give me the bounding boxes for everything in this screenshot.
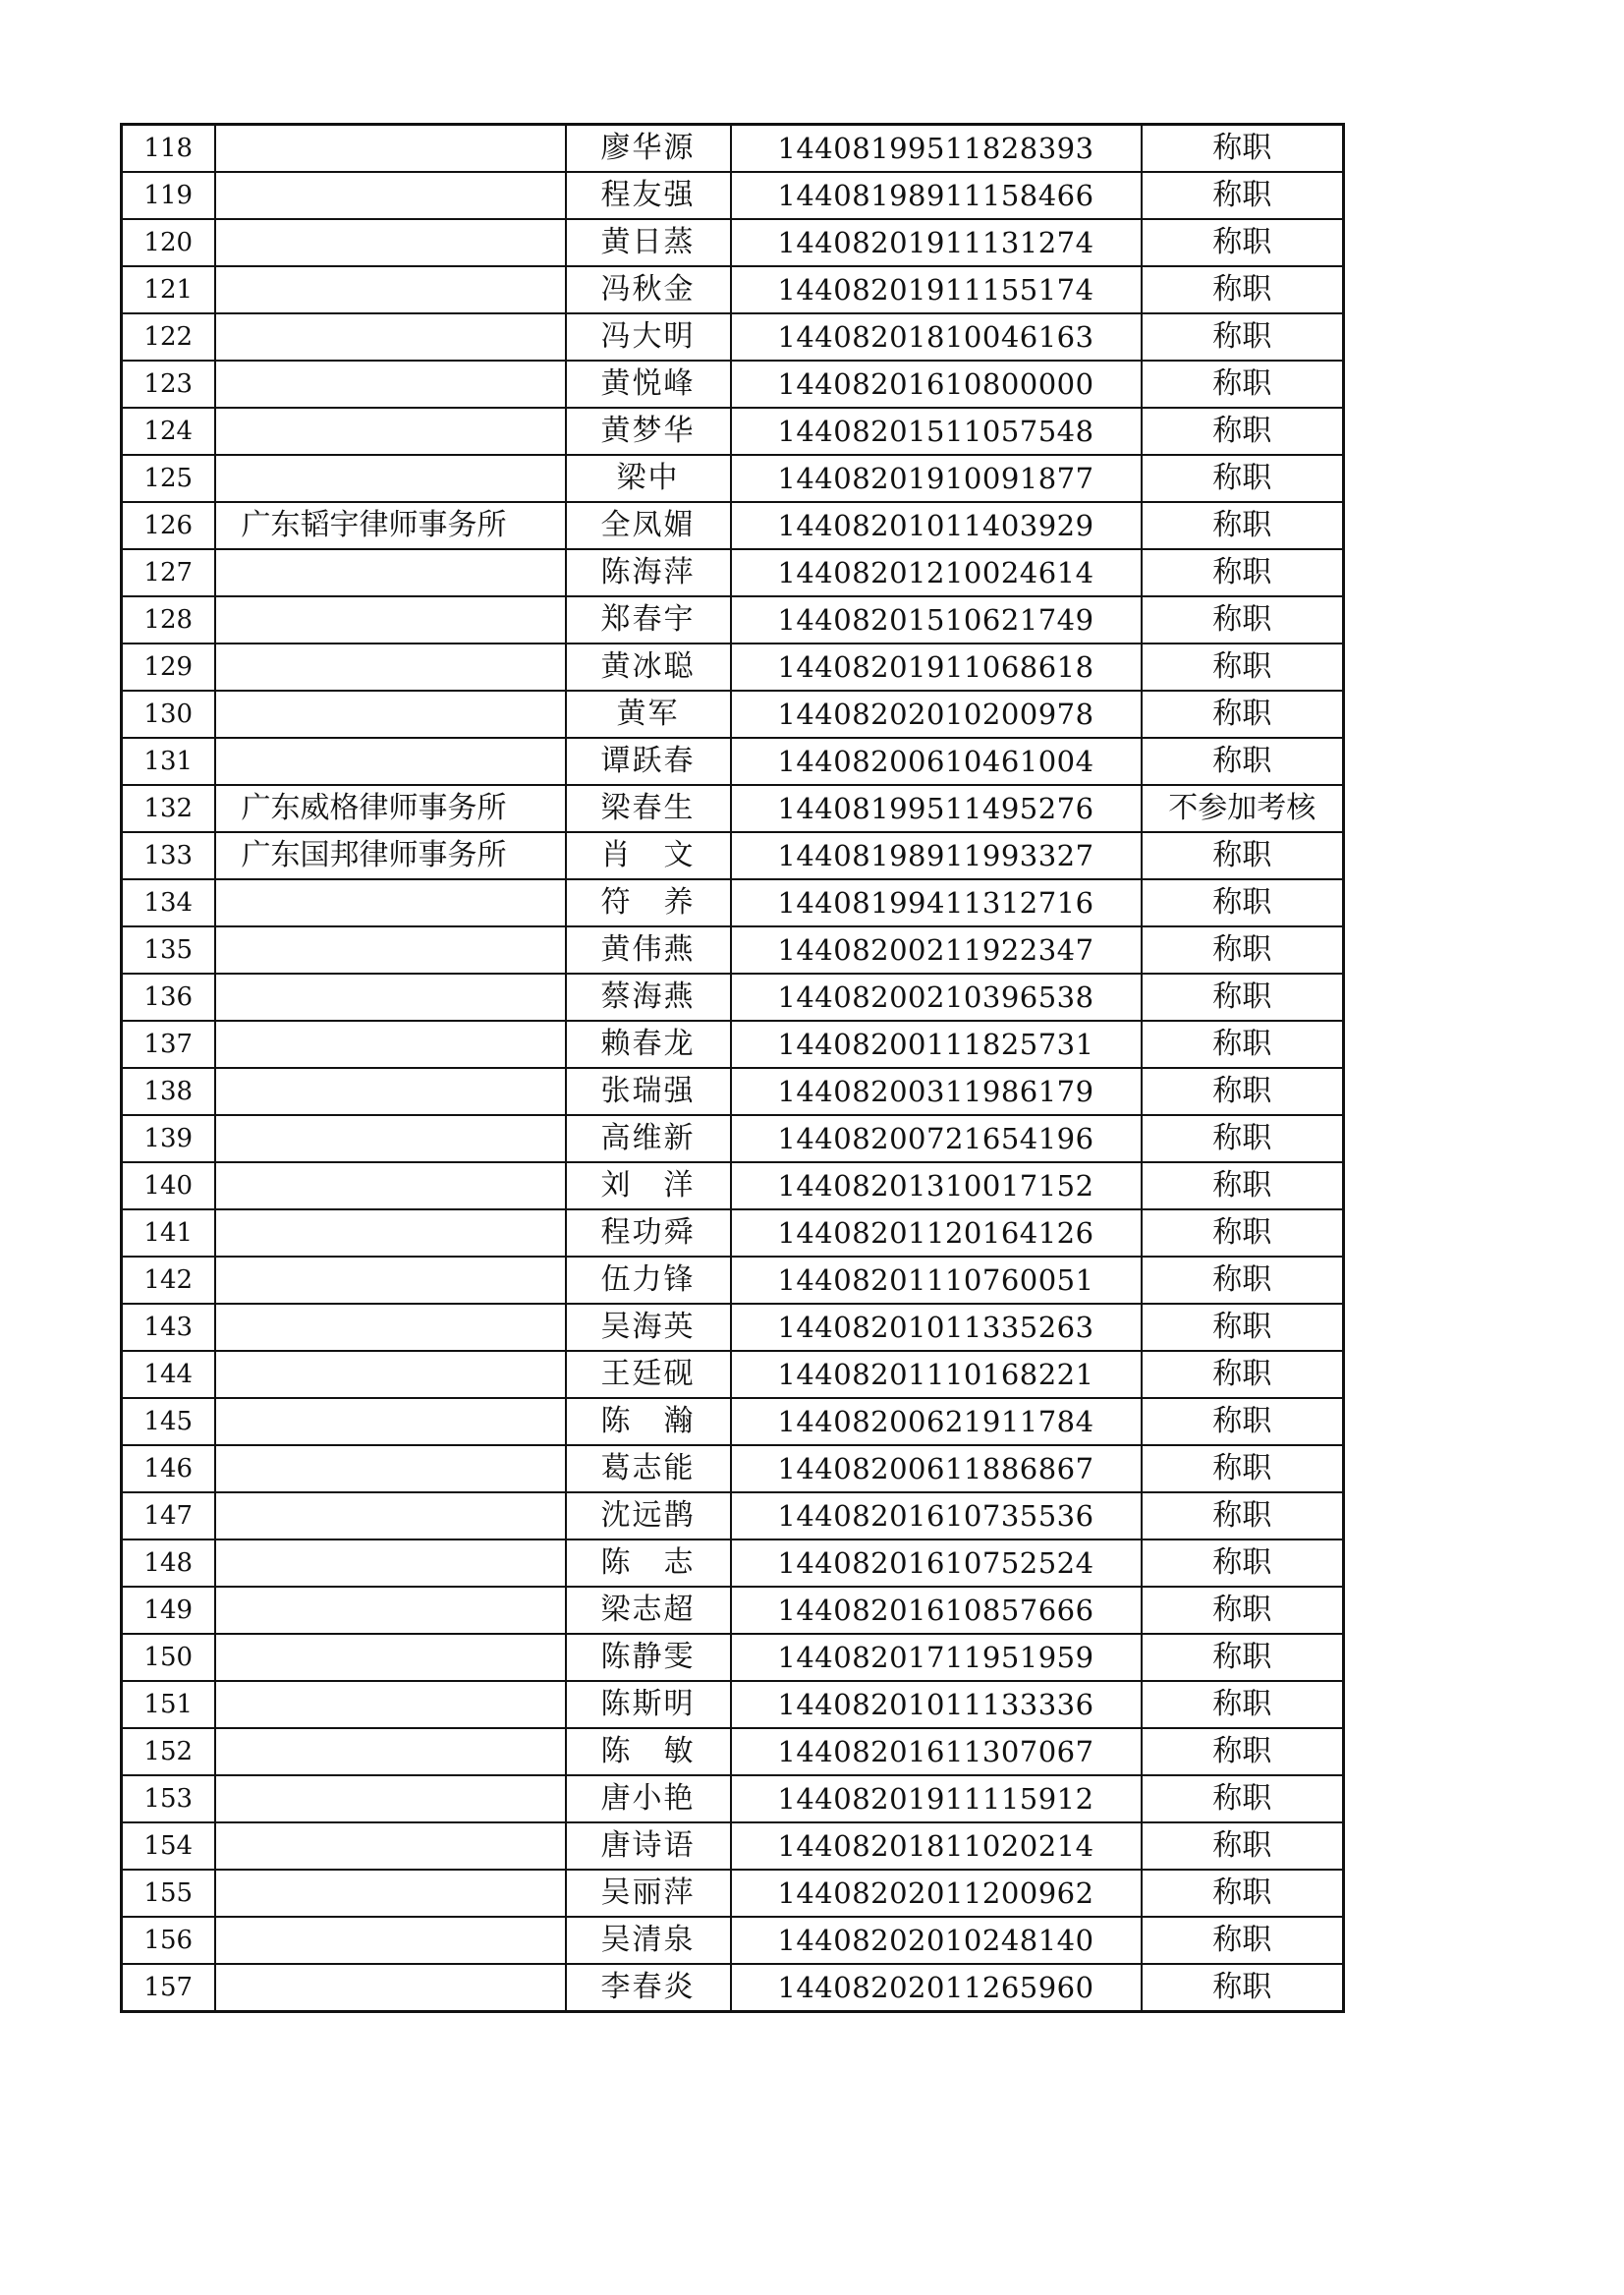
table-row: [122, 125, 1344, 173]
lawyer-name: 黄日蒸: [566, 219, 731, 266]
law-firm: [215, 313, 566, 361]
assessment-result: 称职: [1142, 1870, 1344, 1917]
table-row: [122, 1681, 1344, 1728]
row-number: 131: [122, 738, 215, 785]
lawyer-name: 梁春生: [566, 785, 731, 832]
law-firm: [215, 1634, 566, 1681]
lawyer-name: 廖华源: [566, 125, 731, 173]
law-firm: [215, 1917, 566, 1964]
law-firm: [215, 1209, 566, 1257]
license-number: 14408201811020214: [731, 1822, 1142, 1870]
assessment-result: 称职: [1142, 1068, 1344, 1115]
row-number: 123: [122, 361, 215, 408]
assessment-result: 称职: [1142, 1021, 1344, 1068]
lawyer-assessment-table: [120, 123, 1345, 2013]
lawyer-name: 符 养: [566, 879, 731, 926]
assessment-result: 称职: [1142, 1775, 1344, 1822]
table-row: [122, 1728, 1344, 1775]
lawyer-name: 梁中: [566, 455, 731, 502]
license-number: 14408201120164126: [731, 1209, 1142, 1257]
license-number: 14408199511828393: [731, 125, 1142, 173]
assessment-result: 称职: [1142, 596, 1344, 644]
row-number: 156: [122, 1917, 215, 1964]
assessment-result: 称职: [1142, 1351, 1344, 1398]
lawyer-name: 肖 文: [566, 832, 731, 879]
lawyer-name: 赖春龙: [566, 1021, 731, 1068]
row-number: 140: [122, 1162, 215, 1209]
license-number: 14408201711951959: [731, 1634, 1142, 1681]
lawyer-name: 陈 志: [566, 1539, 731, 1587]
row-number: 126: [122, 502, 215, 549]
lawyer-name: 陈 敏: [566, 1728, 731, 1775]
assessment-result: 称职: [1142, 455, 1344, 502]
lawyer-name: 黄梦华: [566, 408, 731, 455]
table-row: [122, 219, 1344, 266]
assessment-result: 称职: [1142, 1445, 1344, 1492]
row-number: 150: [122, 1634, 215, 1681]
law-firm: 广东威格律师事务所: [215, 785, 566, 832]
table-row: [122, 1775, 1344, 1822]
lawyer-name: 黄悦峰: [566, 361, 731, 408]
assessment-result: 称职: [1142, 1492, 1344, 1539]
row-number: 145: [122, 1398, 215, 1445]
assessment-result: 称职: [1142, 1398, 1344, 1445]
lawyer-name: 蔡海燕: [566, 974, 731, 1021]
table-row: [122, 926, 1344, 974]
lawyer-name: 王廷砚: [566, 1351, 731, 1398]
law-firm: [215, 691, 566, 738]
assessment-result: 称职: [1142, 691, 1344, 738]
table-row: [122, 785, 1344, 832]
table-row: [122, 1917, 1344, 1964]
assessment-result: 称职: [1142, 125, 1344, 173]
law-firm: [215, 1822, 566, 1870]
license-number: 14408201810046163: [731, 313, 1142, 361]
lawyer-name: 张瑞强: [566, 1068, 731, 1115]
law-firm: [215, 1539, 566, 1587]
lawyer-name: 程友强: [566, 172, 731, 219]
law-firm: [215, 1445, 566, 1492]
lawyer-name: 刘 洋: [566, 1162, 731, 1209]
lawyer-name: 梁志超: [566, 1587, 731, 1634]
assessment-result: 称职: [1142, 926, 1344, 974]
row-number: 144: [122, 1351, 215, 1398]
law-firm: [215, 549, 566, 596]
law-firm: 广东韬宇律师事务所: [215, 502, 566, 549]
table-row: [122, 361, 1344, 408]
license-number: 14408202010248140: [731, 1917, 1142, 1964]
table-row: [122, 1304, 1344, 1351]
lawyer-name: 吴丽萍: [566, 1870, 731, 1917]
law-firm: [215, 926, 566, 974]
license-number: 14408199511495276: [731, 785, 1142, 832]
table-row: [122, 1445, 1344, 1492]
law-firm: [215, 1492, 566, 1539]
lawyer-name: 冯秋金: [566, 266, 731, 313]
license-number: 14408201310017152: [731, 1162, 1142, 1209]
lawyer-name: 黄军: [566, 691, 731, 738]
row-number: 151: [122, 1681, 215, 1728]
assessment-result: 不参加考核: [1142, 785, 1344, 832]
lawyer-name: 葛志能: [566, 1445, 731, 1492]
row-number: 137: [122, 1021, 215, 1068]
assessment-result: 称职: [1142, 1964, 1344, 2012]
table-row: [122, 644, 1344, 691]
lawyer-name: 黄伟燕: [566, 926, 731, 974]
table-row: [122, 1964, 1344, 2012]
license-number: 14408201110760051: [731, 1257, 1142, 1304]
license-number: 14408200611886867: [731, 1445, 1142, 1492]
table-row: [122, 1021, 1344, 1068]
assessment-result: 称职: [1142, 266, 1344, 313]
license-number: 14408200210396538: [731, 974, 1142, 1021]
assessment-result: 称职: [1142, 832, 1344, 879]
assessment-result: 称职: [1142, 502, 1344, 549]
license-number: 14408200610461004: [731, 738, 1142, 785]
license-number: 14408202010200978: [731, 691, 1142, 738]
assessment-result: 称职: [1142, 879, 1344, 926]
license-number: 14408199411312716: [731, 879, 1142, 926]
row-number: 143: [122, 1304, 215, 1351]
row-number: 128: [122, 596, 215, 644]
table-row: [122, 1870, 1344, 1917]
law-firm: [215, 266, 566, 313]
assessment-result: 称职: [1142, 1728, 1344, 1775]
law-firm: [215, 408, 566, 455]
table-row: [122, 1634, 1344, 1681]
law-firm: [215, 974, 566, 1021]
law-firm: [215, 1398, 566, 1445]
row-number: 119: [122, 172, 215, 219]
license-number: 14408200311986179: [731, 1068, 1142, 1115]
assessment-result: 称职: [1142, 172, 1344, 219]
table-row: [122, 974, 1344, 1021]
assessment-result: 称职: [1142, 1257, 1344, 1304]
lawyer-name: 全凤媚: [566, 502, 731, 549]
lawyer-name: 程功舜: [566, 1209, 731, 1257]
table-body: [122, 125, 1344, 2012]
license-number: 14408201110168221: [731, 1351, 1142, 1398]
lawyer-name: 冯大明: [566, 313, 731, 361]
row-number: 127: [122, 549, 215, 596]
law-firm: 广东国邦律师事务所: [215, 832, 566, 879]
table-row: [122, 1351, 1344, 1398]
row-number: 138: [122, 1068, 215, 1115]
table-row: [122, 691, 1344, 738]
assessment-result: 称职: [1142, 1304, 1344, 1351]
lawyer-name: 唐小艳: [566, 1775, 731, 1822]
law-firm: [215, 1304, 566, 1351]
law-firm: [215, 172, 566, 219]
lawyer-name: 陈 瀚: [566, 1398, 731, 1445]
assessment-result: 称职: [1142, 1681, 1344, 1728]
license-number: 14408200621911784: [731, 1398, 1142, 1445]
lawyer-name: 伍力锋: [566, 1257, 731, 1304]
row-number: 129: [122, 644, 215, 691]
table-row: [122, 1587, 1344, 1634]
assessment-result: 称职: [1142, 974, 1344, 1021]
table-row: [122, 1822, 1344, 1870]
law-firm: [215, 1775, 566, 1822]
table-row: [122, 1539, 1344, 1587]
row-number: 122: [122, 313, 215, 361]
license-number: 14408198911993327: [731, 832, 1142, 879]
assessment-result: 称职: [1142, 1634, 1344, 1681]
row-number: 136: [122, 974, 215, 1021]
assessment-result: 称职: [1142, 644, 1344, 691]
license-number: 14408201511057548: [731, 408, 1142, 455]
law-firm: [215, 219, 566, 266]
lawyer-name: 吴清泉: [566, 1917, 731, 1964]
assessment-result: 称职: [1142, 1162, 1344, 1209]
assessment-result: 称职: [1142, 313, 1344, 361]
license-number: 14408200721654196: [731, 1115, 1142, 1162]
lawyer-name: 黄冰聪: [566, 644, 731, 691]
table-row: [122, 738, 1344, 785]
lawyer-name: 沈远鹊: [566, 1492, 731, 1539]
table-row: [122, 1209, 1344, 1257]
row-number: 120: [122, 219, 215, 266]
law-firm: [215, 361, 566, 408]
law-firm: [215, 1021, 566, 1068]
lawyer-name: 李春炎: [566, 1964, 731, 2012]
table-row: [122, 1257, 1344, 1304]
row-number: 152: [122, 1728, 215, 1775]
law-firm: [215, 644, 566, 691]
row-number: 132: [122, 785, 215, 832]
license-number: 14408201611307067: [731, 1728, 1142, 1775]
row-number: 146: [122, 1445, 215, 1492]
row-number: 155: [122, 1870, 215, 1917]
license-number: 14408201610800000: [731, 361, 1142, 408]
row-number: 141: [122, 1209, 215, 1257]
assessment-result: 称职: [1142, 1822, 1344, 1870]
row-number: 148: [122, 1539, 215, 1587]
assessment-result: 称职: [1142, 1917, 1344, 1964]
row-number: 130: [122, 691, 215, 738]
license-number: 14408202011265960: [731, 1964, 1142, 2012]
assessment-result: 称职: [1142, 408, 1344, 455]
table-row: [122, 1162, 1344, 1209]
law-firm: [215, 596, 566, 644]
table-row: [122, 1398, 1344, 1445]
row-number: 134: [122, 879, 215, 926]
license-number: 14408200211922347: [731, 926, 1142, 974]
row-number: 154: [122, 1822, 215, 1870]
license-number: 14408201610752524: [731, 1539, 1142, 1587]
assessment-result: 称职: [1142, 738, 1344, 785]
row-number: 133: [122, 832, 215, 879]
license-number: 14408201210024614: [731, 549, 1142, 596]
lawyer-name: 陈斯明: [566, 1681, 731, 1728]
row-number: 142: [122, 1257, 215, 1304]
license-number: 14408202011200962: [731, 1870, 1142, 1917]
license-number: 14408198911158466: [731, 172, 1142, 219]
table-row: [122, 879, 1344, 926]
table-row: [122, 313, 1344, 361]
law-firm: [215, 738, 566, 785]
row-number: 139: [122, 1115, 215, 1162]
law-firm: [215, 1068, 566, 1115]
law-firm: [215, 1257, 566, 1304]
license-number: 14408201011403929: [731, 502, 1142, 549]
row-number: 153: [122, 1775, 215, 1822]
license-number: 14408201011133336: [731, 1681, 1142, 1728]
assessment-result: 称职: [1142, 1587, 1344, 1634]
row-number: 125: [122, 455, 215, 502]
assessment-result: 称职: [1142, 219, 1344, 266]
table-row: [122, 596, 1344, 644]
row-number: 124: [122, 408, 215, 455]
assessment-result: 称职: [1142, 1115, 1344, 1162]
table-row: [122, 1068, 1344, 1115]
license-number: 14408200111825731: [731, 1021, 1142, 1068]
row-number: 118: [122, 125, 215, 173]
assessment-result: 称职: [1142, 1209, 1344, 1257]
license-number: 14408201911068618: [731, 644, 1142, 691]
law-firm: [215, 1162, 566, 1209]
law-firm: [215, 455, 566, 502]
assessment-result: 称职: [1142, 549, 1344, 596]
license-number: 14408201910091877: [731, 455, 1142, 502]
law-firm: [215, 1964, 566, 2012]
law-firm: [215, 1115, 566, 1162]
license-number: 14408201911155174: [731, 266, 1142, 313]
law-firm: [215, 1870, 566, 1917]
table-row: [122, 266, 1344, 313]
law-firm: [215, 1728, 566, 1775]
lawyer-name: 高维新: [566, 1115, 731, 1162]
table-row: [122, 832, 1344, 879]
row-number: 147: [122, 1492, 215, 1539]
row-number: 149: [122, 1587, 215, 1634]
law-firm: [215, 1351, 566, 1398]
license-number: 14408201911131274: [731, 219, 1142, 266]
law-firm: [215, 1587, 566, 1634]
law-firm: [215, 125, 566, 173]
license-number: 14408201510621749: [731, 596, 1142, 644]
table-row: [122, 408, 1344, 455]
lawyer-name: 唐诗语: [566, 1822, 731, 1870]
license-number: 14408201911115912: [731, 1775, 1142, 1822]
table-row: [122, 549, 1344, 596]
table-row: [122, 1115, 1344, 1162]
law-firm: [215, 1681, 566, 1728]
table-row: [122, 1492, 1344, 1539]
license-number: 14408201011335263: [731, 1304, 1142, 1351]
law-firm: [215, 879, 566, 926]
lawyer-name: 陈海萍: [566, 549, 731, 596]
table-row: [122, 455, 1344, 502]
license-number: 14408201610857666: [731, 1587, 1142, 1634]
row-number: 121: [122, 266, 215, 313]
lawyer-name: 陈静雯: [566, 1634, 731, 1681]
lawyer-name: 谭跃春: [566, 738, 731, 785]
table-row: [122, 502, 1344, 549]
lawyer-name: 吴海英: [566, 1304, 731, 1351]
assessment-result: 称职: [1142, 361, 1344, 408]
row-number: 157: [122, 1964, 215, 2012]
assessment-result: 称职: [1142, 1539, 1344, 1587]
lawyer-name: 郑春宇: [566, 596, 731, 644]
row-number: 135: [122, 926, 215, 974]
table-row: [122, 172, 1344, 219]
license-number: 14408201610735536: [731, 1492, 1142, 1539]
